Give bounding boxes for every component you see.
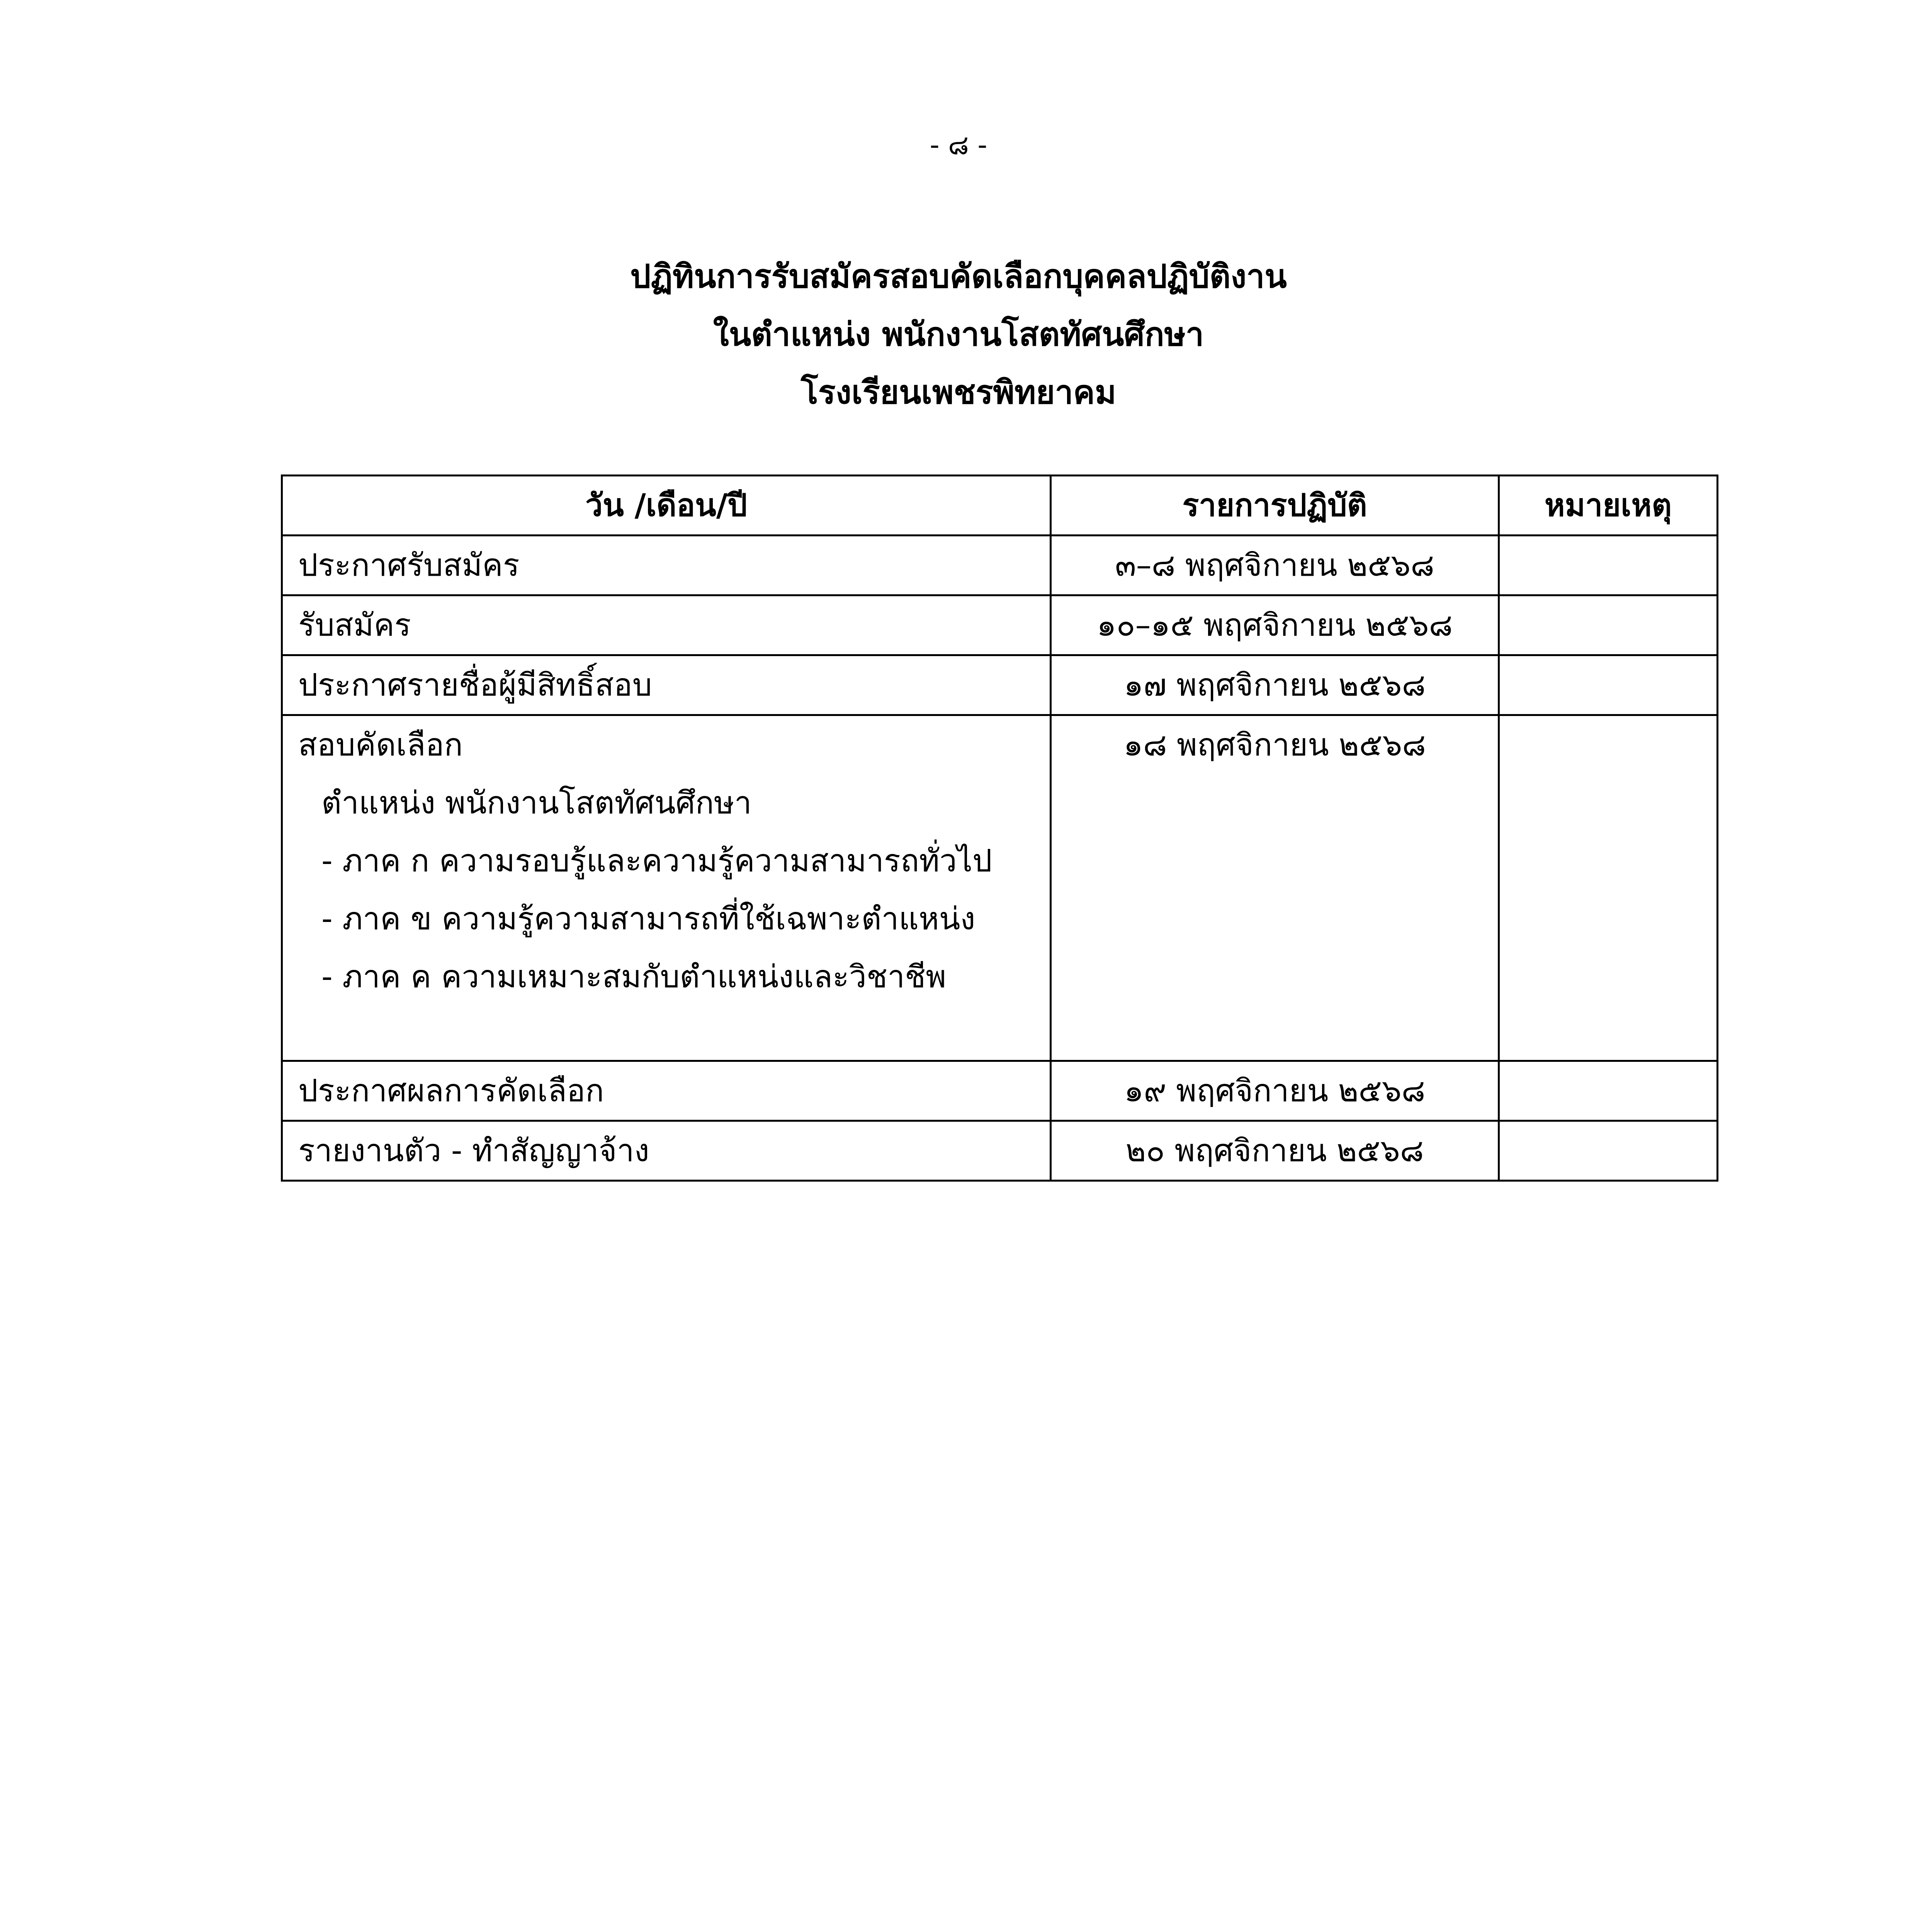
- exam-details: [282, 715, 1051, 1061]
- table-row: [282, 655, 1718, 715]
- row-date: ๑๗ พฤศจิกายน ๒๕๖๘: [1051, 655, 1499, 715]
- header-date: วัน /เดือน/ปี: [282, 476, 1051, 536]
- table-row: [282, 1061, 1718, 1121]
- row-note: [1499, 1061, 1718, 1121]
- table-row: [282, 595, 1718, 655]
- row-note: [1499, 536, 1718, 595]
- header-note: หมายเหตุ: [1499, 476, 1718, 536]
- row-item: ประกาศผลการคัดเลือก: [282, 1061, 1051, 1121]
- row-note: [1499, 655, 1718, 715]
- title-line-1: ปฏิทินการรับสมัครสอบคัดเลือกบุคคลปฏิบัติงาน: [630, 257, 1287, 295]
- row-date: ๒๐ พฤศจิกายน ๒๕๖๘: [1051, 1121, 1499, 1181]
- row-date: ๓–๘ พฤศจิกายน ๒๕๖๘: [1051, 536, 1499, 595]
- row-note: [1499, 595, 1718, 655]
- exam-part-b: - ภาค ข ความรู้ความสามารถที่ใช้เฉพาะตำแหน่ง: [321, 901, 975, 937]
- row-note: [1499, 1121, 1718, 1181]
- row-item: ประกาศรายชื่อผู้มีสิทธิ์สอบ: [282, 655, 1051, 715]
- header-activity: รายการปฏิบัติ: [1051, 476, 1499, 536]
- row-note: [1499, 715, 1718, 1061]
- row-item: ประกาศรับสมัคร: [282, 536, 1051, 595]
- table-row: [282, 1121, 1718, 1181]
- row-date: ๑๘ พฤศจิกายน ๒๕๖๘: [1051, 715, 1499, 1061]
- title-line-2: ในตำแหน่ง พนักงานโสตทัศนศึกษา: [713, 315, 1204, 353]
- row-item: รับสมัคร: [282, 595, 1051, 655]
- exam-part-c: - ภาค ค ความเหมาะสมกับตำแหน่งและวิชาชีพ: [321, 959, 947, 995]
- row-date: ๑๐–๑๕ พฤศจิกายน ๒๕๖๘: [1051, 595, 1499, 655]
- exam-title: สอบคัดเลือก: [298, 727, 463, 763]
- row-date: ๑๙ พฤศจิกายน ๒๕๖๘: [1051, 1061, 1499, 1121]
- table-row-exam: [282, 715, 1718, 1061]
- exam-position: ตำแหน่ง พนักงานโสตทัศนศึกษา: [321, 785, 752, 821]
- table-row: [282, 536, 1718, 595]
- row-item: รายงานตัว - ทำสัญญาจ้าง: [282, 1121, 1051, 1181]
- document-title: [0, 247, 1917, 421]
- exam-part-a: - ภาค ก ความรอบรู้และความรู้ความสามารถทั่วไป: [321, 843, 992, 879]
- table-header-row: [282, 476, 1718, 536]
- page-number: - ๘ -: [930, 129, 987, 161]
- title-line-3: โรงเรียนเพชรพิทยาคม: [800, 373, 1117, 411]
- schedule-table: [281, 474, 1718, 1182]
